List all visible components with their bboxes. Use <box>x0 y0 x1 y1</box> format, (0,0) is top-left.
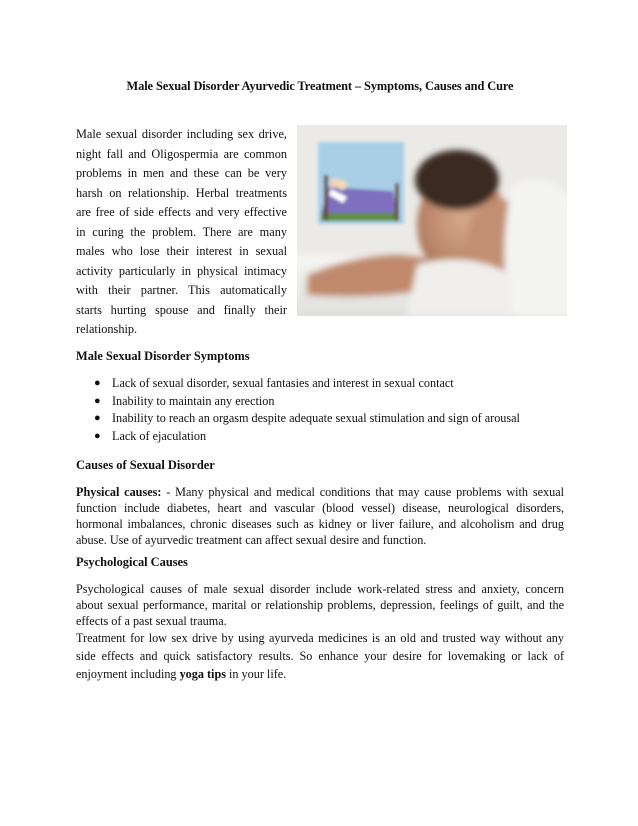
physical-causes-text: - Many physical and medical conditions that may cause problems with sexual function include diabetes, heart and vascular (blood vessel) disease, neurological disorders, hormonal imbalances, chronic diseases such as kidney or liver failure, and alcoholism and drug abuse. Use of ayurvedic treatment can affect sexual desire and function. <box>76 485 564 548</box>
page-title: Male Sexual Disorder Ayurvedic Treatment – Symptoms, Causes and Cure <box>126 79 514 93</box>
list-item-text: Lack of ejaculation <box>112 428 207 443</box>
intro-paragraph: Male sexual disorder including sex drive, night fall and Oligospermia are common problems in men and these can be very harsh on relationship. Herbal treatments are free of side effects and very effective in curing the problem. There are many males who lose their interest in sexual activity particularly in physical intimacy with their partner. This automatically starts hurting spouse and finally their relationship. <box>76 127 287 337</box>
hero-image <box>297 125 567 316</box>
bullet-icon: ● <box>94 412 101 425</box>
physical-causes-paragraph <box>76 484 564 548</box>
list-item <box>76 375 566 393</box>
list-item <box>76 410 566 428</box>
psychological-causes-paragraph: Psychological causes of male sexual disorder include work-related stress and anxiety, concern about sexual performance, marital or relationship problems, depression, feelings of guilt, and the effects of a past sexual trauma. <box>76 582 564 629</box>
bed-couple-illustration <box>297 125 567 316</box>
list-item <box>76 428 566 446</box>
causes-heading: Causes of Sexual Disorder <box>76 458 215 472</box>
physical-causes-label: Physical causes: <box>76 485 162 499</box>
symptoms-list <box>76 375 566 445</box>
symptoms-heading: Male Sexual Disorder Symptoms <box>76 349 250 363</box>
list-item <box>76 393 566 411</box>
bullet-icon: ● <box>94 377 101 389</box>
bullet-icon: ● <box>94 394 101 407</box>
list-item-text: Inability to reach an orgasm despite adequate sexual stimulation and sign of arousal <box>112 411 520 426</box>
bullet-icon: ● <box>94 429 101 442</box>
psychological-causes-heading: Psychological Causes <box>76 555 188 569</box>
list-item-text: Lack of sexual disorder, sexual fantasies and interest in sexual contact <box>112 376 454 390</box>
list-item-text: Inability to maintain any erection <box>112 393 275 408</box>
treatment-text-after: in your life. <box>225 667 287 681</box>
yoga-tips-link[interactable]: yoga tips <box>179 667 226 681</box>
treatment-text-before: Treatment for low sex drive by using ayurveda medicines is an old and trusted way without any side effects and quick satisfactory results. So enhance your desire for lovemaking or lack of enjoyment including <box>76 631 564 681</box>
treatment-paragraph <box>76 629 564 683</box>
cartoon-inset <box>318 142 404 224</box>
